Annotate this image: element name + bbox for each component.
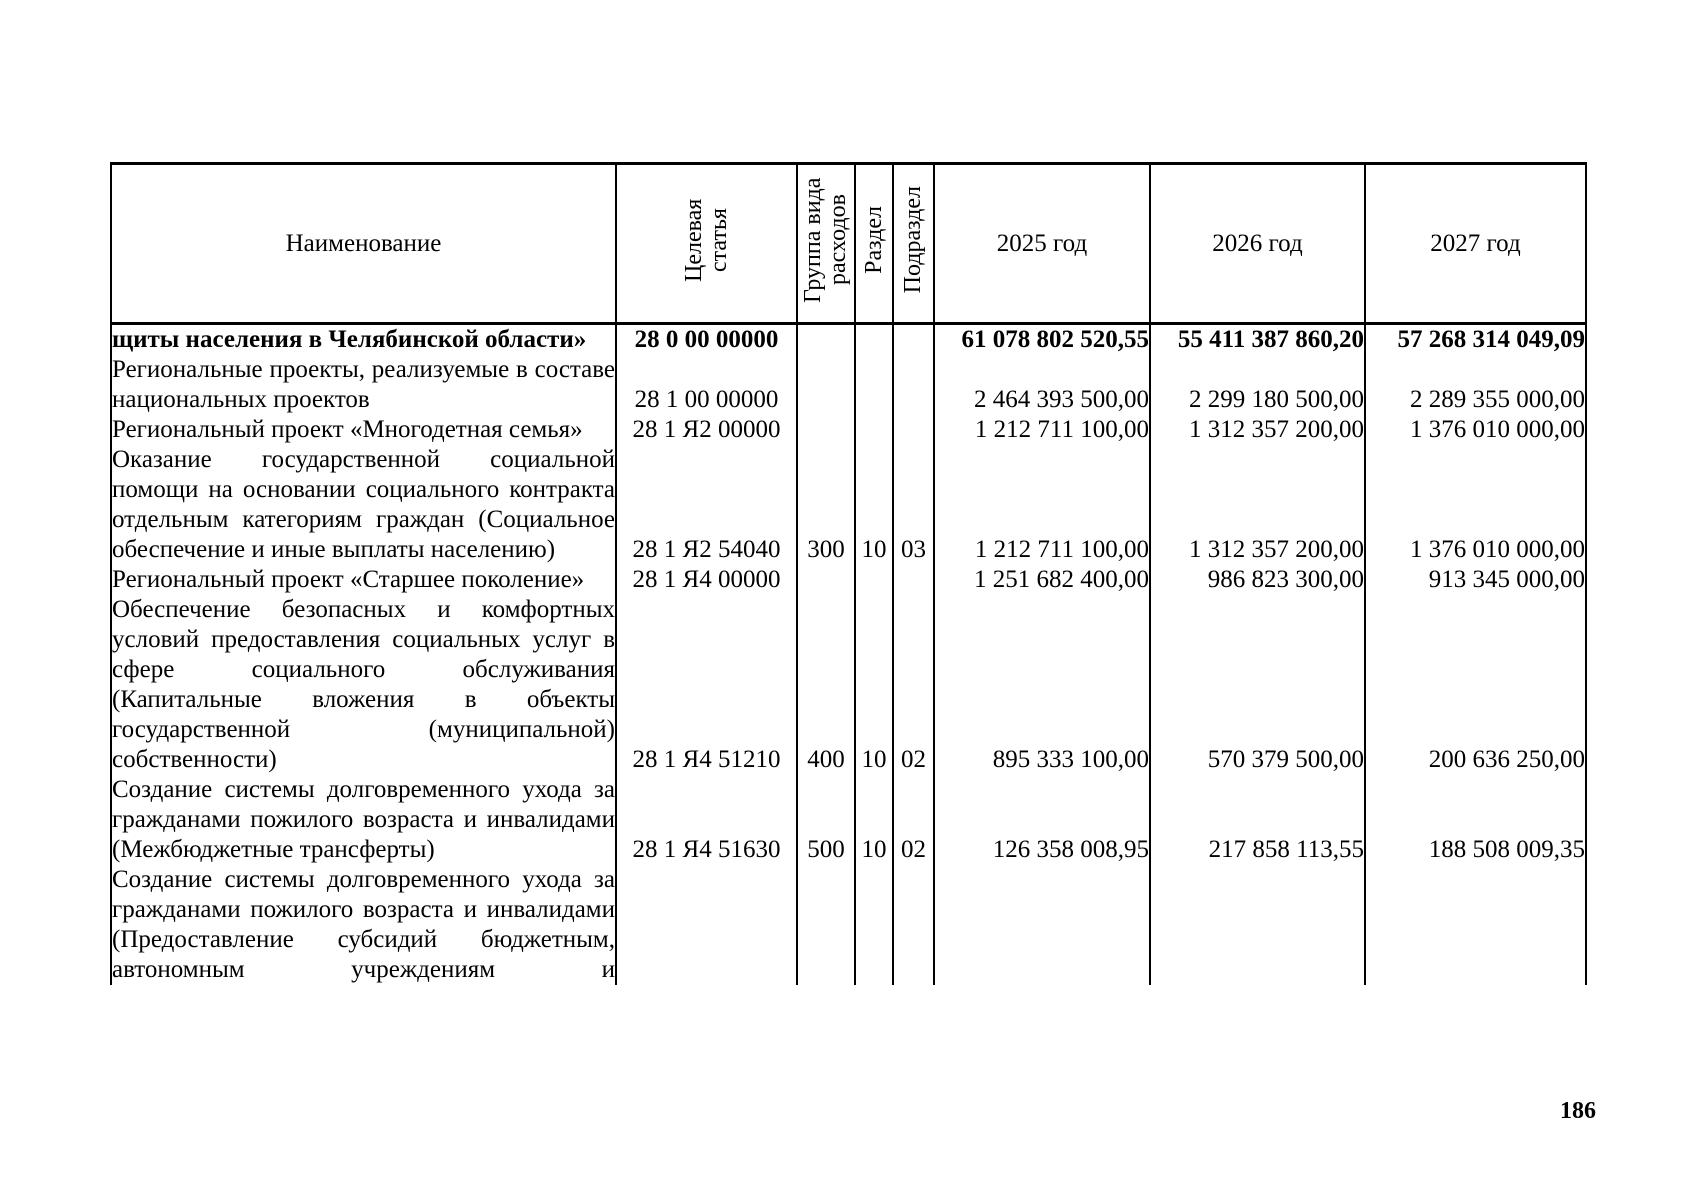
row-name: Региональный проект «Старшее поколение» [111,565,616,595]
row-name: щиты населения в Челябинской области» [111,324,616,356]
table-row [111,355,1586,415]
row-target-article: 28 1 00 00000 [616,355,797,415]
row-section [855,865,893,985]
table-row [111,415,1586,445]
row-2025: 61 078 802 520,55 [934,324,1150,356]
row-2027: 188 508 009,35 [1365,775,1586,865]
row-name: Региональный проект «Многодетная семья» [111,415,616,445]
row-2027: 200 636 250,00 [1365,595,1586,775]
row-2026: 2 299 180 500,00 [1150,355,1365,415]
row-target-article: 28 1 Я2 00000 [616,415,797,445]
row-section [855,324,893,356]
header-row [111,164,1586,324]
row-2026: 55 411 387 860,20 [1150,324,1365,356]
row-2026: 986 823 300,00 [1150,565,1365,595]
header-2026: 2026 год [1150,164,1365,324]
row-subsection: 02 [893,595,934,775]
table-row [111,775,1586,865]
row-name: Региональные проекты, реализуемые в составе национальных проектов [112,356,615,413]
row-expense-group [797,355,855,415]
header-section: Раздел [855,164,893,324]
header-2025: 2025 год [934,164,1150,324]
row-subsection: 02 [893,775,934,865]
row-subsection: 03 [893,445,934,565]
row-2027 [1365,865,1586,985]
row-2025: 1 212 711 100,00 [934,445,1150,565]
row-2025: 1 251 682 400,00 [934,565,1150,595]
row-target-article: 28 0 00 00000 [616,324,797,356]
row-2025: 126 358 008,95 [934,775,1150,865]
row-subsection [893,865,934,985]
row-target-article: 28 1 Я4 00000 [616,565,797,595]
header-subsection: Подраздел [893,164,934,324]
row-name: Обеспечение безопасных и комфортных условий предоставления социальных услуг в сфере социального обслуживания (Капитальные вложения в объекты государственной (муниципальной) собственности) [112,596,615,773]
row-2027: 1 376 010 000,00 [1365,445,1586,565]
row-target-article [616,865,797,985]
row-expense-group: 500 [797,775,855,865]
table-row [111,865,1586,985]
header-name: Наименование [111,164,616,324]
row-2025: 895 333 100,00 [934,595,1150,775]
table-row [111,445,1586,565]
row-2027: 57 268 314 049,09 [1365,324,1586,356]
row-subsection [893,415,934,445]
row-section [855,355,893,415]
row-expense-group [797,565,855,595]
row-name: Оказание государственной социальной помощи на основании социального контракта отдельным категориям граждан (Социальное обеспечение и иные выплаты населению) [112,446,615,563]
row-target-article: 28 1 Я4 51630 [616,775,797,865]
row-2026: 570 379 500,00 [1150,595,1365,775]
page-number: 186 [1560,1098,1596,1124]
row-2026: 1 312 357 200,00 [1150,445,1365,565]
row-target-article: 28 1 Я2 54040 [616,445,797,565]
row-2027: 2 289 355 000,00 [1365,355,1586,415]
budget-table [110,162,1587,985]
row-expense-group: 400 [797,595,855,775]
row-expense-group [797,324,855,356]
row-section: 10 [855,775,893,865]
header-target-article: Целевая статья [616,164,797,324]
row-name: Создание системы долговременного ухода за гражданами пожилого возраста и инвалидами (Межбюджетные трансферты) [112,776,615,863]
table-row [111,565,1586,595]
row-section [855,415,893,445]
row-subsection [893,355,934,415]
row-expense-group [797,415,855,445]
row-expense-group [797,865,855,985]
header-2027: 2027 год [1365,164,1586,324]
row-section: 10 [855,595,893,775]
row-target-article: 28 1 Я4 51210 [616,595,797,775]
row-subsection [893,565,934,595]
row-2025: 1 212 711 100,00 [934,415,1150,445]
row-2026: 217 858 113,55 [1150,775,1365,865]
row-2026: 1 312 357 200,00 [1150,415,1365,445]
table-row [111,595,1586,775]
row-section [855,565,893,595]
row-2027: 1 376 010 000,00 [1365,415,1586,445]
table-row [111,324,1586,356]
row-subsection [893,324,934,356]
row-name: Создание системы долговременного ухода за гражданами пожилого возраста и инвалидами (Предоставление субсидий бюджетным, автономным учреждениям и [112,866,615,983]
row-section: 10 [855,445,893,565]
header-expense-group: Группа вида расходов [797,164,855,324]
row-2025: 2 464 393 500,00 [934,355,1150,415]
row-2026 [1150,865,1365,985]
row-2025 [934,865,1150,985]
row-expense-group: 300 [797,445,855,565]
row-2027: 913 345 000,00 [1365,565,1586,595]
